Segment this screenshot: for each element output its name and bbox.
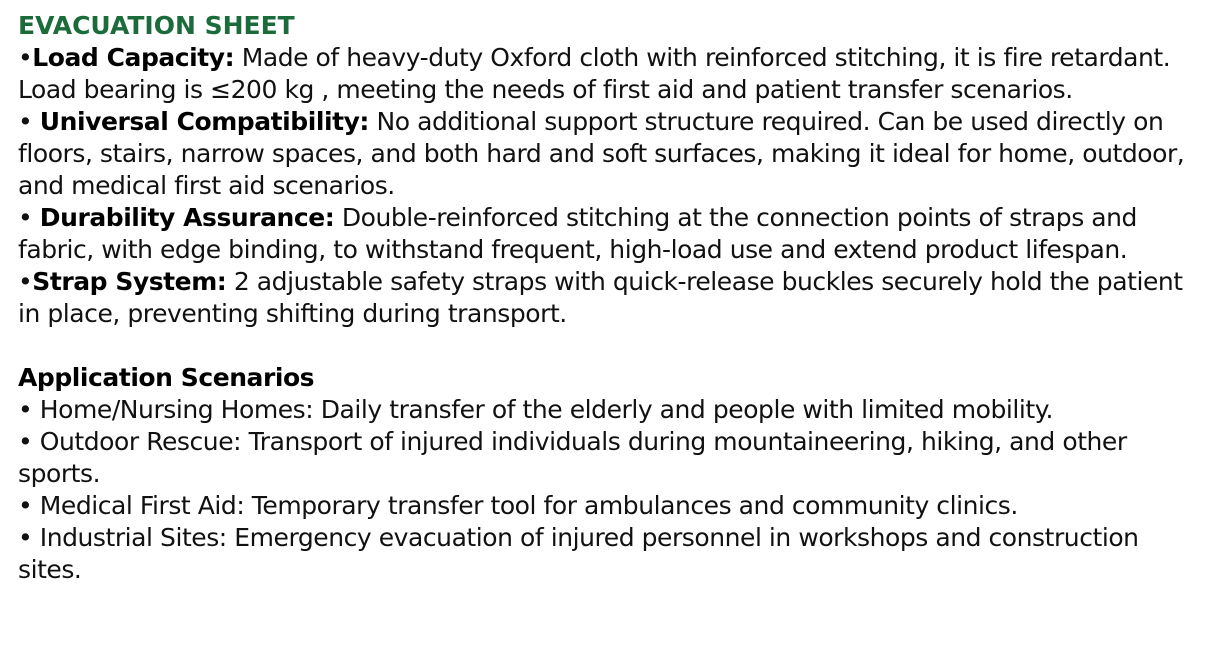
feature-description: 2 adjustable safety straps with quick-release buckles securely hold the patient in place, preventing shifting during transport.	[18, 267, 1183, 328]
feature-load-capacity	[18, 42, 1203, 106]
feature-universal-compatibility	[18, 106, 1203, 202]
scenario-item: • Medical First Aid: Temporary transfer tool for ambulances and community clinics.	[18, 491, 1018, 520]
application-scenarios-heading: Application Scenarios	[18, 363, 315, 392]
section-spacer	[18, 330, 1203, 362]
bullet: •	[18, 43, 33, 72]
bullet: •	[18, 267, 33, 296]
bullet: •	[18, 203, 40, 232]
feature-term: Strap System:	[32, 267, 227, 296]
document-page	[18, 10, 1203, 586]
scenario-item: • Industrial Sites: Emergency evacuation of injured personnel in workshops and construction sites.	[18, 523, 1139, 584]
scenario-item: • Outdoor Rescue: Transport of injured individuals during mountaineering, hiking, and other sports.	[18, 427, 1127, 488]
feature-description: Made of heavy-duty Oxford cloth with reinforced stitching, it is fire retardant. Load bearing is ≤200 kg , meeting the needs of first aid and patient transfer scenarios.	[18, 43, 1171, 104]
bullet: •	[18, 107, 40, 136]
scenario-item: • Home/Nursing Homes: Daily transfer of the elderly and people with limited mobility.	[18, 395, 1053, 424]
feature-description: No additional support structure required. Can be used directly on floors, stairs, narrow spaces, and both hard and soft surfaces, making it ideal for home, outdoor, and medical first aid scenarios.	[18, 107, 1185, 200]
feature-description: Double-reinforced stitching at the connection points of straps and fabric, with edge binding, to withstand frequent, high-load use and extend product lifespan.	[18, 203, 1137, 264]
document-title: EVACUATION SHEET	[18, 11, 295, 40]
feature-term: Load Capacity:	[32, 43, 235, 72]
feature-term: Universal Compatibility:	[39, 107, 369, 136]
feature-durability-assurance	[18, 202, 1203, 266]
feature-term: Durability Assurance:	[39, 203, 335, 232]
feature-strap-system	[18, 266, 1203, 330]
